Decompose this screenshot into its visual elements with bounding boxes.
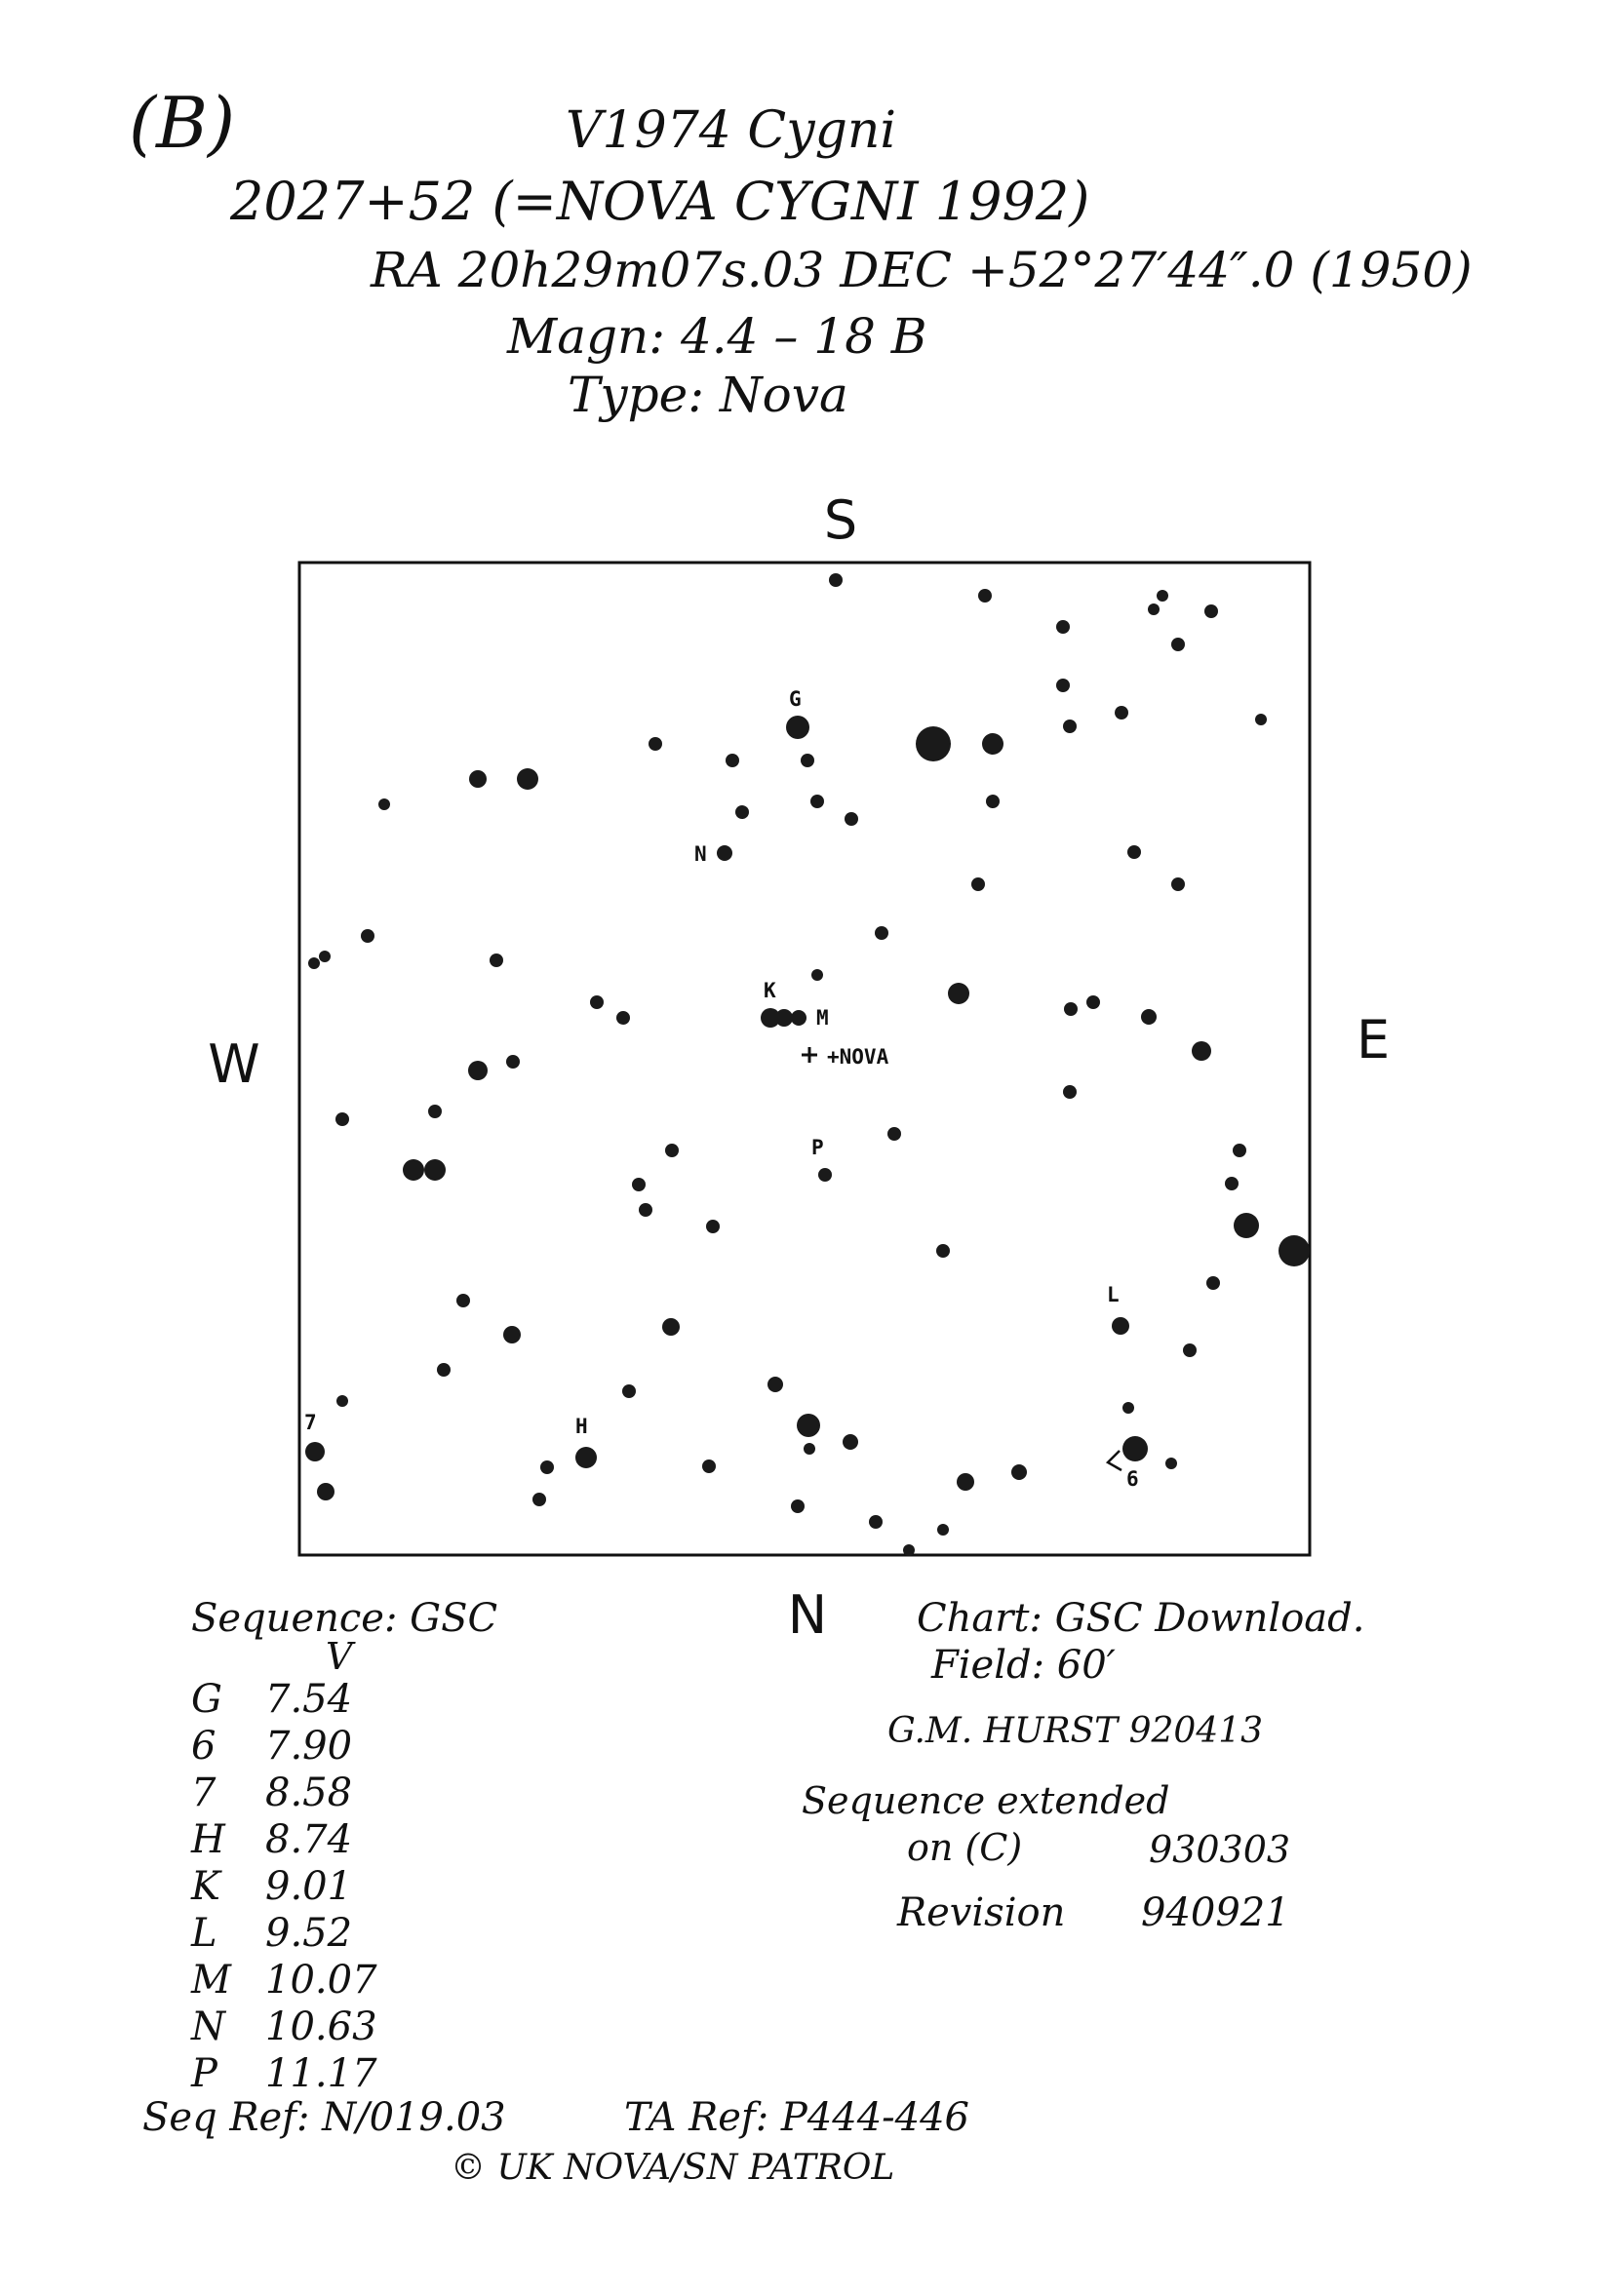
star (1165, 1458, 1177, 1469)
designation: 2027+52 (=NOVA CYGNI 1992) (230, 171, 1090, 232)
star (665, 1144, 679, 1157)
star-name: V1974 Cygni (566, 101, 896, 160)
star (726, 754, 739, 767)
star (1225, 1177, 1239, 1190)
star (1204, 604, 1218, 618)
star (875, 926, 888, 940)
star (490, 953, 503, 967)
sequence-extended: Sequence extended (802, 1779, 1170, 1822)
star (1063, 720, 1077, 733)
star (622, 1384, 636, 1398)
star (317, 1483, 334, 1500)
star (1122, 1402, 1134, 1414)
chart-frame (299, 563, 1310, 1555)
sequence-row: K 9.01 (191, 1864, 353, 1909)
star (978, 589, 992, 603)
star (437, 1363, 451, 1377)
sequence-row: 7 8.58 (191, 1771, 353, 1815)
star (804, 1443, 815, 1455)
star (1141, 1009, 1157, 1025)
star (649, 737, 662, 751)
star (767, 1377, 783, 1392)
star (948, 983, 969, 1004)
star (639, 1203, 652, 1217)
star (424, 1159, 446, 1181)
star-M (791, 1010, 806, 1026)
label-N: N (694, 842, 707, 866)
sequence-extended-on: on (C) (907, 1826, 1023, 1869)
star (468, 1061, 488, 1080)
label-7: 7 (304, 1411, 317, 1434)
star (319, 951, 331, 962)
star (1056, 620, 1070, 634)
star (1064, 1002, 1078, 1016)
star (916, 726, 951, 761)
compass-south: S (823, 489, 858, 551)
star (335, 1112, 349, 1126)
sequence-row: L 9.52 (191, 1911, 353, 1956)
label-G: G (789, 687, 802, 711)
panel-letter: (B) (129, 82, 236, 164)
label-H: H (575, 1415, 588, 1438)
nova-marker (802, 1047, 817, 1063)
star-P (818, 1168, 832, 1182)
author-credit: G.M. HURST 920413 (887, 1711, 1264, 1751)
star (428, 1105, 442, 1118)
star (540, 1460, 554, 1474)
star (702, 1459, 716, 1473)
star (791, 1499, 805, 1513)
star (801, 754, 814, 767)
star (1086, 995, 1100, 1009)
sequence-row: P 11.17 (191, 2051, 377, 2096)
star (662, 1318, 680, 1336)
star (829, 573, 843, 587)
ta-ref: TA Ref: P444-446 (624, 2095, 970, 2140)
star (986, 795, 1000, 808)
revision-date: 940921 (1141, 1890, 1290, 1935)
label-M: M (816, 1006, 829, 1030)
star (532, 1493, 546, 1506)
star (632, 1178, 646, 1191)
compass-east: E (1356, 1009, 1391, 1070)
star (957, 1473, 974, 1491)
star (971, 877, 985, 891)
star-G (786, 716, 809, 739)
field-size: Field: 60′ (931, 1643, 1116, 1688)
star (1233, 1144, 1246, 1157)
label-L: L (1107, 1283, 1120, 1306)
star (843, 1434, 858, 1450)
star (590, 995, 604, 1009)
star (887, 1127, 901, 1141)
sequence-title: Sequence: GSC (191, 1596, 498, 1641)
star (1183, 1343, 1197, 1357)
label-6-pointer (1108, 1451, 1121, 1470)
star (1011, 1464, 1027, 1480)
star (616, 1011, 630, 1025)
seq-ref: Seq Ref: N/019.03 (142, 2095, 506, 2140)
star (1192, 1041, 1211, 1061)
sequence-row: G 7.54 (191, 1677, 353, 1722)
star (1115, 706, 1128, 720)
star (1171, 877, 1185, 891)
star (1255, 714, 1267, 725)
star-7 (305, 1442, 325, 1461)
star (1056, 679, 1070, 692)
star (845, 812, 858, 826)
star-N (717, 845, 732, 861)
star (1234, 1213, 1259, 1238)
star (1206, 1276, 1220, 1290)
star (361, 929, 374, 943)
star (811, 969, 823, 981)
star (775, 1009, 793, 1027)
revision-label: Revision (897, 1890, 1066, 1935)
variable-type: Type: Nova (568, 367, 848, 423)
star (869, 1515, 883, 1529)
sequence-row: N 10.63 (191, 2004, 377, 2049)
star (982, 733, 1003, 755)
copyright: © UK NOVA/SN PATROL (451, 2148, 895, 2188)
star (936, 1244, 950, 1258)
star (735, 805, 749, 819)
star (1063, 1085, 1077, 1099)
star-field (305, 573, 1310, 1556)
sequence-row: 6 7.90 (191, 1724, 353, 1769)
extended-date: 930303 (1149, 1828, 1291, 1871)
sequence-band: V (326, 1635, 353, 1678)
star (469, 770, 487, 788)
label-P: P (811, 1136, 824, 1159)
star (706, 1220, 720, 1233)
coordinates: RA 20h29m07s.03 DEC +52°27′44″.0 (1950) (371, 242, 1473, 298)
compass-west: W (208, 1033, 260, 1095)
star (503, 1326, 521, 1343)
star (1279, 1235, 1310, 1266)
star (810, 795, 824, 808)
star (1157, 590, 1168, 602)
star (1148, 603, 1160, 615)
star-H (575, 1447, 597, 1468)
star (937, 1524, 949, 1536)
magnitude-range: Magn: 4.4 – 18 B (507, 308, 927, 365)
label-6: 6 (1126, 1467, 1139, 1491)
star (506, 1055, 520, 1069)
star (797, 1414, 820, 1437)
sequence-row: M 10.07 (191, 1958, 377, 2003)
star (517, 768, 538, 790)
star (903, 1544, 915, 1556)
star-L (1112, 1317, 1129, 1335)
star (378, 798, 390, 810)
star (336, 1395, 348, 1407)
star (1127, 845, 1141, 859)
label-K: K (764, 979, 776, 1002)
star (403, 1159, 424, 1181)
star-6 (1122, 1436, 1148, 1461)
chart-source: Chart: GSC Download. (917, 1596, 1365, 1641)
compass-north: N (787, 1584, 828, 1646)
sequence-row: H 8.74 (191, 1817, 353, 1862)
nova-label: +NOVA (827, 1045, 889, 1069)
star (308, 957, 320, 969)
star (456, 1294, 470, 1307)
star (1171, 638, 1185, 651)
